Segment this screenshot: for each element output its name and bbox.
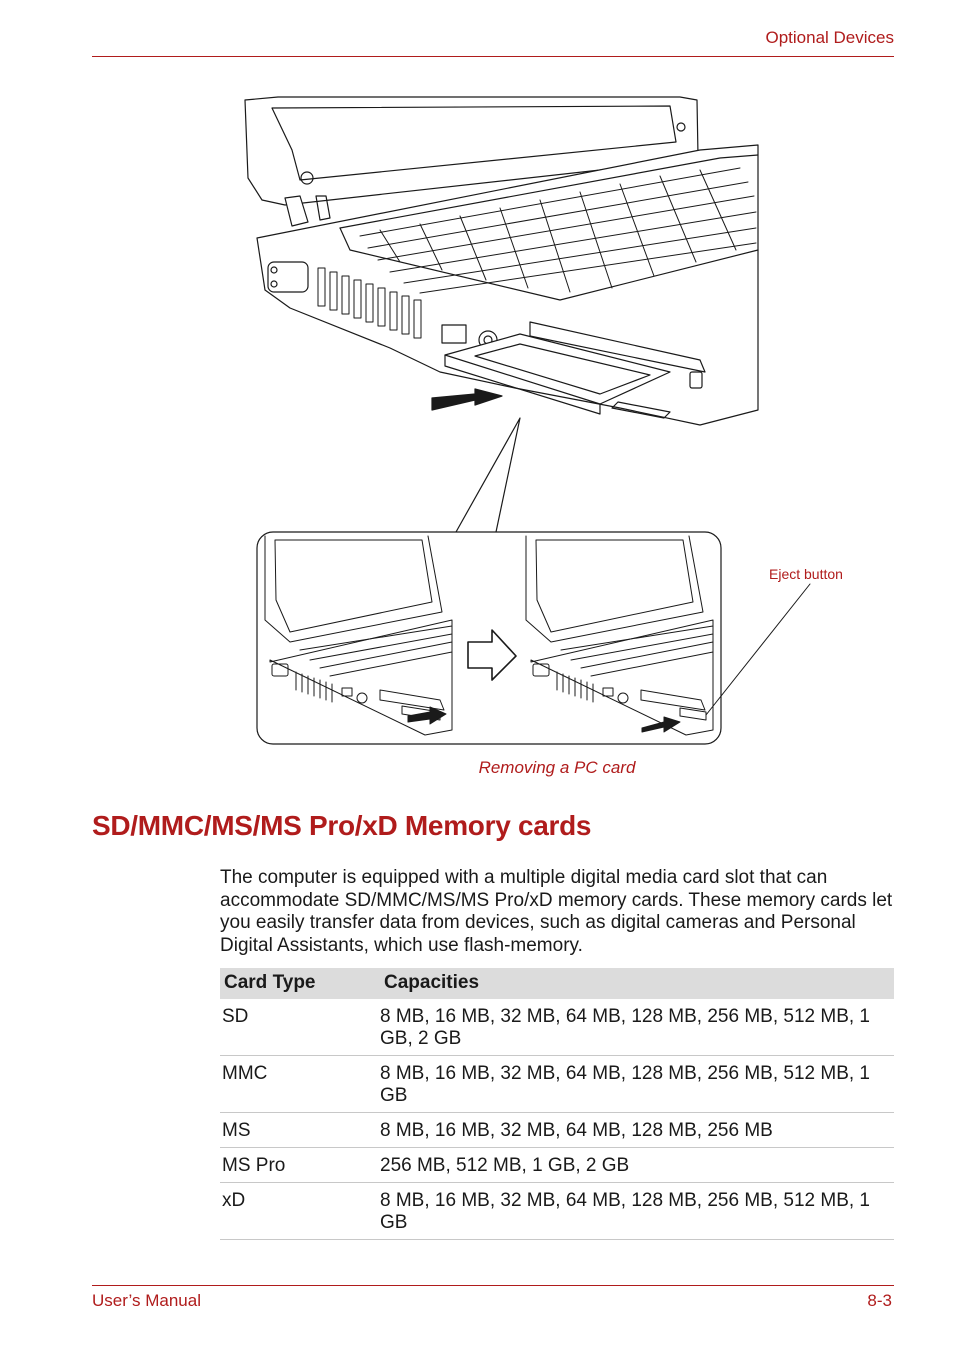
column-header-capacities: Capacities [378,968,894,999]
column-header-card-type: Card Type [220,968,378,999]
footer-rule [92,1285,894,1286]
card-capacity-table [220,968,894,1240]
laptop-main [245,97,758,425]
page-number: 8-3 [867,1291,892,1310]
capacities-cell: 8 MB, 16 MB, 32 MB, 64 MB, 128 MB, 256 MB [378,1113,894,1148]
figure-caption: Removing a PC card [478,758,636,777]
capacities-cell: 256 MB, 512 MB, 1 GB, 2 GB [378,1148,894,1183]
card-type-cell: MS [220,1113,378,1148]
table-header-row [220,968,894,999]
header-rule [92,56,894,57]
card-type-cell: xD [220,1183,378,1240]
table-row [220,1183,894,1240]
running-header: Optional Devices [765,28,894,47]
capacities-cell: 8 MB, 16 MB, 32 MB, 64 MB, 128 MB, 256 MB, 512 MB, 1 GB [378,1056,894,1113]
section-title: SD/MMC/MS/MS Pro/xD Memory cards [92,810,592,841]
inset-panel [257,532,721,744]
table-row [220,999,894,1056]
capacities-cell: 8 MB, 16 MB, 32 MB, 64 MB, 128 MB, 256 MB, 512 MB, 1 GB, 2 GB [378,999,894,1056]
card-type-cell: SD [220,999,378,1056]
footer-manual-title: User’s Manual [92,1291,201,1310]
table-row [220,1056,894,1113]
pc-card-removal-illustration [230,90,870,750]
eject-button-callout: Eject button [769,566,843,582]
intro-paragraph: The computer is equipped with a multiple digital media card slot that can accommodate SD/MMC/MS/MS Pro/xD memory cards. These memory cards let you easily transfer data from devices, such as digital cameras and Personal Digital Assistants, which use flash-memory. [220,867,893,956]
card-type-cell: MMC [220,1056,378,1113]
table-row [220,1148,894,1183]
table-row [220,1113,894,1148]
capacities-cell: 8 MB, 16 MB, 32 MB, 64 MB, 128 MB, 256 MB, 512 MB, 1 GB [378,1183,894,1240]
card-type-cell: MS Pro [220,1148,378,1183]
